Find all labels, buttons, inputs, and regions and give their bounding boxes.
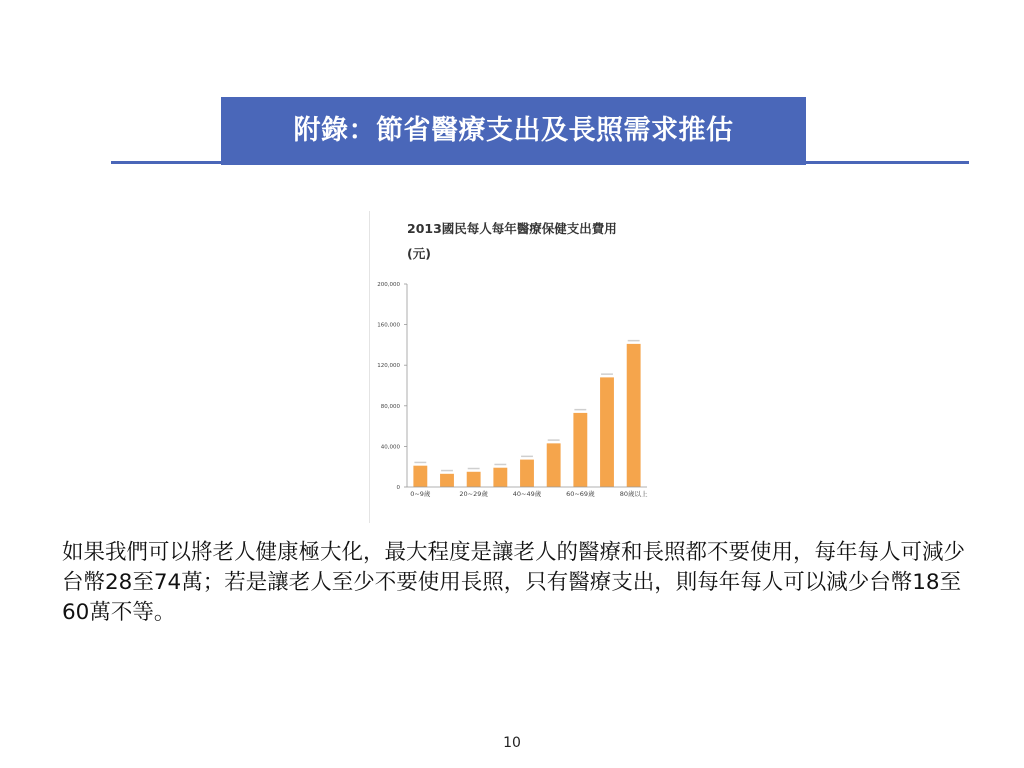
y-tick-label: 160,000 [377,322,400,329]
bar-value-label-mark [548,439,560,441]
bar [520,460,534,487]
bar [493,468,507,487]
bar [573,413,587,487]
page-number: 10 [503,735,521,751]
title-underline-right [805,161,969,164]
chart-title: 2013國民每人每年醫療保健支出費用 [407,221,617,236]
x-tick-label: 60~69歲 [566,490,595,498]
bar [547,443,561,487]
bar-value-label-mark [494,464,506,466]
y-tick-label: 200,000 [377,282,400,288]
bar-value-label-mark [601,373,613,375]
bar-value-label-mark [521,456,533,458]
bar [467,472,481,487]
body-paragraph: 如果我們可以將老人健康極大化，最大程度是讓老人的醫療和長照都不要使用，每年每人可減少台幣28至74萬；若是讓老人至少不要使用長照，只有醫療支出，則每年每人可以減少台幣18至60萬不等。 [62,540,966,625]
x-tick-label: 20~29歲 [459,490,488,498]
y-tick-label: 40,000 [380,444,400,451]
y-tick-label: 120,000 [377,363,400,370]
bar-value-label-mark [468,468,480,470]
bar [440,474,454,487]
bar-value-label-mark [441,470,453,472]
y-tick-label: 80,000 [380,403,400,410]
x-tick-label: 0~9歲 [410,490,431,498]
bar-value-label-mark [574,409,586,411]
slide-title: 附錄：節省醫療支出及長照需求推估 [221,97,806,165]
x-tick-label: 80歲以上 [619,490,648,498]
bar [627,344,641,487]
bar-value-label-mark [628,340,640,342]
bar [600,377,614,487]
bar-value-label-mark [414,462,426,464]
y-tick-label: 0 [396,485,400,491]
x-tick-label: 40~49歲 [512,490,542,498]
title-underline-left [111,161,223,164]
y-axis-label: (元) [407,246,431,261]
chart-container [369,211,659,523]
bar-chart [369,211,659,523]
bar [413,466,427,487]
